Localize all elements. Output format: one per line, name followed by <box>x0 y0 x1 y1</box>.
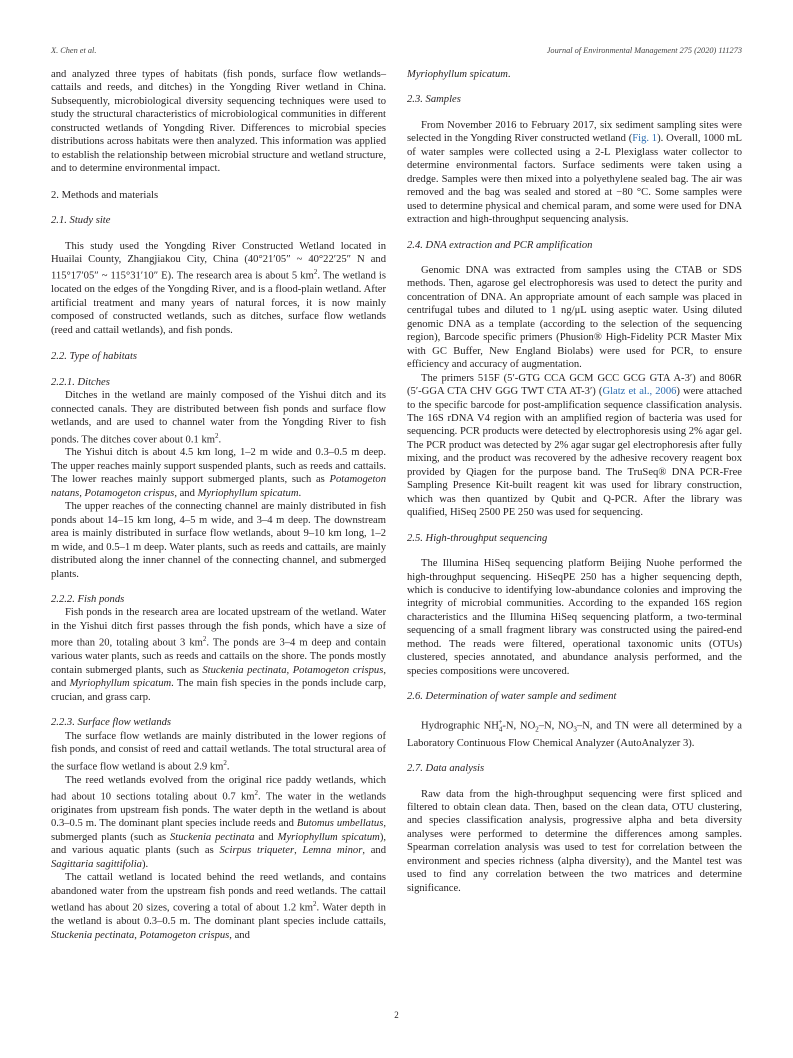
surface-flow-paragraph-3: The cattail wetland is located behind the reed wetlands, and contains abandoned water from the upstream fish ponds and reed wetlands. The cattail wetland has about 20 sizes, covering a total of about 1.2 $km^2$. Water depth in the wetland is about 0.3–0.5 m. The dominant plant species include cattails, Stuckenia pectinata, Potamogeton crispus, and <box>51 872 386 941</box>
surface-flow-paragraph-2: The reed wetlands evolved from the original rice paddy wetlands, which had about 10 sections totaling about 0.7 $km^2$. The water in the wetlands originates from upstream fish ponds. The water depth in the wetland is about 0.3–0.5 m. The dominant plant species include reeds and Butomus umbellatus, submerged plants (such as Stuckenia pectinata and Myriophyllum spicatum), and various aquatic plants (such as Scirpus triqueter, Lemna minor, and Sagittaria sagittifolia). <box>51 774 387 870</box>
section-heading-fish-ponds: 2.2.2. Fish ponds <box>51 594 125 606</box>
section-heading-ditches: 2.2.1. Ditches <box>51 376 110 388</box>
section-heading-dna: 2.4. DNA extraction and PCR amplification <box>407 239 593 251</box>
intro-paragraph: and analyzed three types of habitats (fish ponds, surface flow wetlands–cattails and reeds, and ditches) in the Yongding River wetland in China. Subsequently, microbiological diversity sequencing techniques were used to study the structural characteristics of microbiological communities in different constructed wetlands of Yongding River. Differences to microbial species distributions across habitats were then analyzed. This information was applied to establish the relationship between microbial structure and wetland structure, and to determine environmental impact. <box>51 69 386 175</box>
running-header-authors: X. Chen et al. <box>51 46 97 55</box>
ditches-paragraph-2: The Yishui ditch is about 4.5 km long, 1–2 m wide and 0.3–0.5 m deep. The upper reaches mainly support suspended plants, such as reeds and cattails. The lower reaches mainly support submerged plants, such as Potamogeton natans, Potamogeton crispus, and Myriophyllum spicatum. <box>51 447 386 499</box>
glatz-citation-link[interactable]: Glatz et al., 2006 <box>602 386 677 398</box>
section-heading-determination: 2.6. Determination of water sample and sediment <box>407 691 617 703</box>
ditches-paragraph-3: The upper reaches of the connecting channel are mainly distributed in fish ponds about 14–15 km long, 4–5 m wide, and 3–4 m deep. The downstream area is mainly distributed in surface flow wetlands, about 9–10 km long, 1–2 m wide, and 0.5–1 m deep. Water plants, such as reeds and cattails, are mainly distributed along the inner channel of the connecting channel, and submerged plants. <box>51 501 386 580</box>
figure-1-link[interactable]: Fig. 1 <box>632 133 658 145</box>
page-number: 2 <box>394 1010 399 1020</box>
right-column <box>407 68 742 895</box>
section-heading-study-site: 2.1. Study site <box>51 215 111 227</box>
running-header-journal: Journal of Environmental Management 275 (2020) 111273 <box>546 46 742 55</box>
sequencing-paragraph: The Illumina HiSeq sequencing platform Beijing Nuohe performed the high-throughput sequencing. HiSeqPE 250 has a higher sequencing depth, which is conducive to identifying low-abundance colonies and improving the integrity of microbial communities. According to the expanded 16S region characteristics and the Illumina HiSeq sequencing platform, a two-terminal sequencing of a small fragment library was constructed using the paired-end method. The reads were filtered, operational taxonomic units (OTUs) clustered, species annotated, and abundance analysis performed, and the species compositions were uncovered. <box>407 558 742 677</box>
section-heading-surface-flow: 2.2.3. Surface flow wetlands <box>51 717 172 729</box>
dna-paragraph-2: The primers 515F (5′-GTG CCA GCM GCC GCG GTA A-3′) and 806R (5′-GGA CTA CHV GGG TWT CTA AT-3′) (Glatz et al., 2006) were attached to the specific barcode for post-amplification sequence classification analysis. The 16S rDNA V4 region with an amplified region of bacteria was used for sequencing. PCR products were detected by electrophoresis using 2% agar gel. The PCR product was detected by 2% agar sugar gel electrophoresis after fully mixing, and the product was recovered by the adhesive recovery reagent box provided by Qiagen for the purpose band. The TruSeq® DNA PCR-Free Sampling Presence Kit-built reagent kit was used for library construction, which was then quantized by Qubit and Q-PCR. After the library was qualified, HiSeq 2500 PE 250 was used for sequencing. <box>407 372 742 519</box>
section-heading-methods: 2. Methods and materials <box>51 189 159 201</box>
study-site-paragraph: This study used the Yongding River Constructed Wetland located in Huailai County, Zhangjiakou City, China (40°21′05″ ~ 40°22′25″ N and 115°17′05″ ~ 115°31′10″ E). The research area is about 5 $km^2$. The wetland is located on the edges of the Yongding River, and is a flood-plain wetland. After artificial treatment and many years of natural forces, it is now mainly composed of constructed wetlands, such as ditches, surface flow wetlands (reed and cattail wetlands), and fish ponds. <box>51 240 386 336</box>
samples-paragraph: From November 2016 to February 2017, six sediment sampling sites were selected in the Yongding River constructed wetland (Fig. 1). Overall, 1000 mL of water samples were collected using a 2-L Plexiglass water collector to determine environmental factors. Surface sediments were taken using a dredge. Samples were then mixed into a polyethylene sealed bag. The air was removed and the bag was sealed and stored at −80 °C. Some samples were used to determine physical and chemical param, and some were used for DNA extraction and high-throughput sequencing analysis. <box>407 119 742 226</box>
section-heading-habitats: 2.2. Type of habitats <box>51 351 138 363</box>
ditches-paragraph-1: Ditches in the wetland are mainly composed of the Yishui ditch and its connected canals. They are distributed between fish ponds and surface flow wetlands, and are used to channel water from the Yongding River to fish ponds. The ditches cover about 0.1 $km^2$. <box>51 390 386 446</box>
fish-ponds-paragraph: Fish ponds in the research area are located upstream of the wetland. Water in the Yishui ditch first passes through the fish ponds, which have a size of more than 20, totaling about 3 $km^2$. The ponds are 3–4 m deep and contain various water plants, such as reeds and cattails on the shore. The ponds mostly contain submerged plants, such as Stuckenia pectinata, Potamogeton crispus, and Myriophyllum spicatum. The main fish species in the ponds include carp, crucian, and grass carp. <box>51 607 386 703</box>
section-heading-data-analysis: 2.7. Data analysis <box>407 763 485 775</box>
section-heading-samples: 2.3. Samples <box>407 94 461 106</box>
continued-text: Myriophyllum spicatum. <box>407 69 511 80</box>
surface-flow-paragraph-1: The surface flow wetlands are mainly distributed in the lower regions of fish ponds, and consist of reed and cattail wetlands. The total structural area of the surface flow wetland is about 2.9 $km^2$. <box>51 730 386 773</box>
determination-paragraph: Hydrographic $NH_4^+-N$, $NO_2-N$, $NO_3-N$, and TN were all determined by a Laboratory Continuous Flow Chemical Analyzer (AutoAnalyzer 3). <box>407 717 742 749</box>
section-heading-sequencing: 2.5. High-throughput sequencing <box>407 532 548 544</box>
data-analysis-paragraph: Raw data from the high-throughput sequencing were first spliced and filtered to obtain clean data. Then, based on the clean data, OTU clustering, and species classification analysis, progressive alpha and beta diversity analyses were performed to determine the differences among samples. Spearman correlation analysis was used to test for correlation between the environment and species richness (alpha diversity), and the Mantel test was used to find any correlation between the two matrices and determine significance. <box>407 788 742 894</box>
left-column <box>51 68 386 942</box>
dna-paragraph-1: Genomic DNA was extracted from samples using the CTAB or SDS methods. Then, agarose gel electrophoresis was used to detect the purity and concentration of DNA. An appropriate amount of each sample was placed in centrifugal tubes and diluted to 1 ng/μL using aseptic water. Using diluted genomic DNA as a template (according to the selection of the sequencing region), Barcode specific primers (Phusion® High-Fidelity PCR Master Mix with GC Buffer, New England Biolabs) were used for PCR, to ensure efficiency and accuracy of augmentation. <box>407 264 742 371</box>
